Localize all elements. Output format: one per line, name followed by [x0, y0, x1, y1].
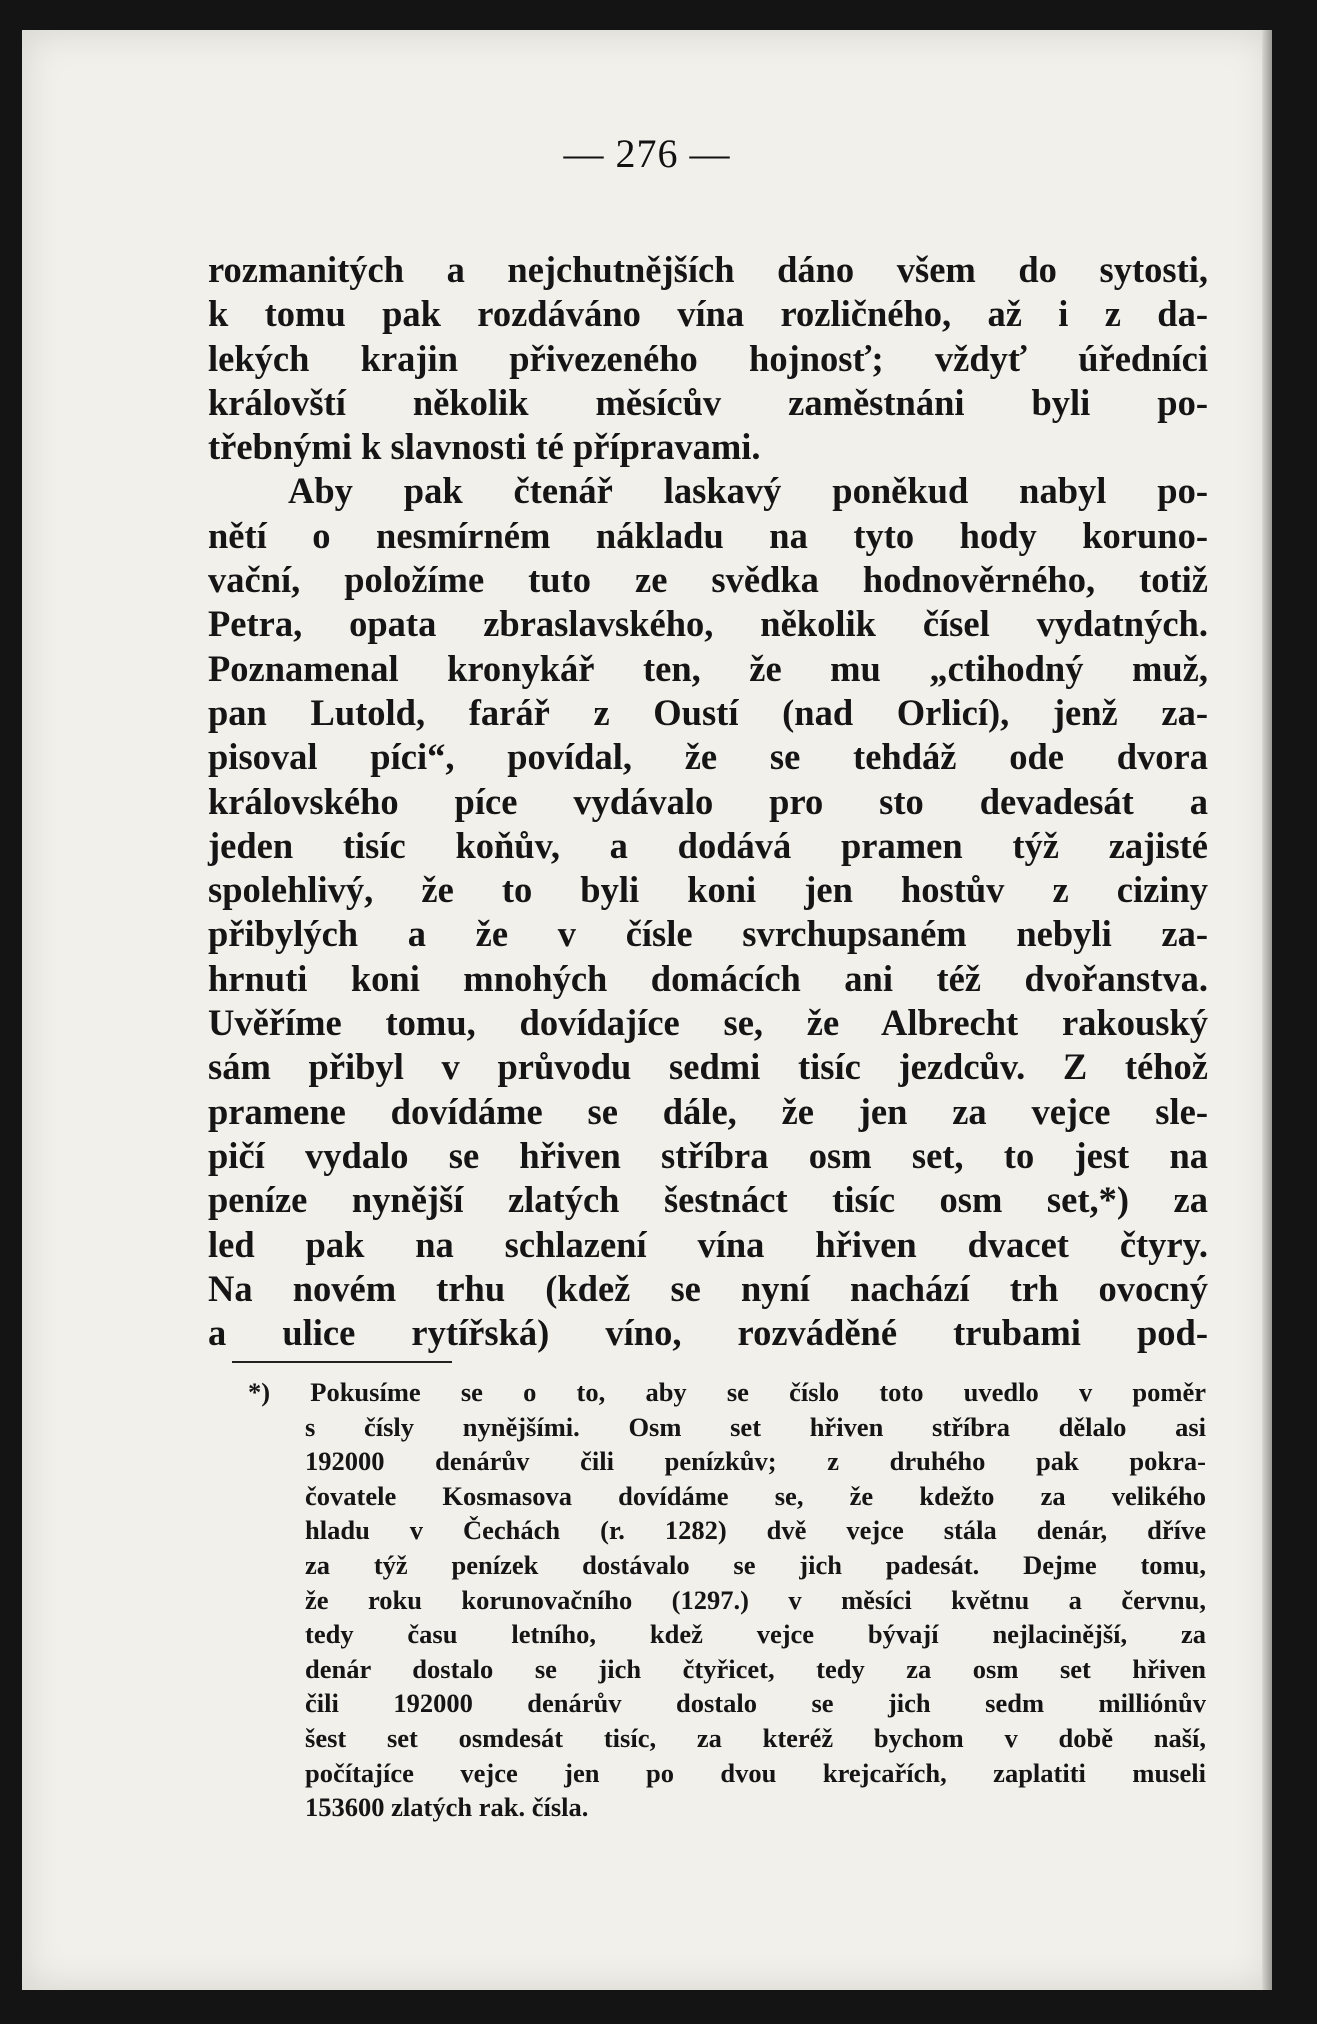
text-line: Aby pak čtenář laskavý poněkud nabyl po-: [288, 470, 1208, 512]
text-line: Na novém trhu (kdež se nyní nachází trh ovocný: [208, 1267, 1208, 1309]
footnote-line: čili 192000 denárův dostalo se jich sedm milliónův: [305, 1688, 1206, 1719]
text-line: jeden tisíc koňův, a dodává pramen týž zajisté: [208, 824, 1208, 866]
footnote-line: čovatele Kosmasova dovídáme se, že kdežto za velikého: [305, 1480, 1206, 1511]
footnote-line: za týž penízek dostávalo se jich padesát. Dejme tomu,: [305, 1549, 1206, 1580]
text-line: vační, položíme tuto ze svědka hodnověrného, totiž: [208, 559, 1208, 601]
footnote-line: *) Pokusíme se o to, aby se číslo toto uvedlo v poměr: [248, 1377, 1206, 1407]
text-line: peníze nynější zlatých šestnáct tisíc osm set,*) za: [208, 1179, 1208, 1221]
footnote-line: 192000 denárův čili penízkův; z druhého pak pokra-: [305, 1446, 1206, 1477]
text-line: pramene dovídáme se dále, že jen za vejce sle-: [208, 1090, 1208, 1132]
text-line: hrnuti koni mnohých domácích ani též dvořanstva.: [208, 957, 1208, 999]
text-line: Uvěříme tomu, dovídajíce se, že Albrecht rakouský: [208, 1002, 1208, 1044]
text-line: pičí vydalo se hřiven stříbra osm set, to jest na: [208, 1134, 1208, 1176]
footnote: [248, 1375, 1206, 1825]
text-line: led pak na schlazení vína hřiven dvacet čtyry.: [208, 1223, 1208, 1265]
book-page: [22, 30, 1272, 1990]
text-line: Petra, opata zbraslavského, několik čísel vydatných.: [208, 603, 1208, 645]
text-line: spolehlivý, že to byli koni jen hostův z ciziny: [208, 869, 1208, 911]
footnote-line: počítajíce vejce jen po dvou krejcařích, zaplatiti museli: [305, 1757, 1206, 1788]
text-line: nětí o nesmírném nákladu na tyto hody koruno-: [208, 514, 1208, 556]
footnote-line: že roku korunovačního (1297.) v měsíci květnu a červnu,: [305, 1584, 1206, 1615]
text-line: královského píce vydávalo pro sto devadesát a: [208, 780, 1208, 822]
footnote-divider: [232, 1361, 452, 1363]
text-line: přibylých a že v čísle svrchupsaném nebyli za-: [208, 913, 1208, 955]
text-line: královští několik měsícův zaměstnáni byli po-: [208, 381, 1208, 423]
footnote-line: denár dostalo se jich čtyřicet, tedy za osm set hřiven: [305, 1653, 1206, 1684]
body-text: [208, 248, 1208, 1355]
page-edge: [1262, 30, 1272, 1990]
text-line: sám přibyl v průvodu sedmi tisíc jezdcův. Z téhož: [208, 1046, 1208, 1088]
footnote-line: šest set osmdesát tisíc, za kteréž bychom v době naší,: [305, 1722, 1206, 1753]
text-line: lekých krajin přivezeného hojnosť; vždyť úředníci: [208, 337, 1208, 379]
text-line: pan Lutold, farář z Oustí (nad Orlicí), jenž za-: [208, 691, 1208, 733]
text-line: pisoval píci“, povídal, že se tehdáž ode dvora: [208, 736, 1208, 778]
footnote-line: hladu v Čechách (r. 1282) dvě vejce stála denár, dříve: [305, 1515, 1206, 1546]
text-line: a ulice rytířská) víno, rozváděné trubami pod-: [208, 1312, 1208, 1354]
footnote-line: 153600 zlatých rak. čísla.: [305, 1792, 589, 1823]
footnote-line: tedy času letního, kdež vejce bývají nejlacinější, za: [305, 1619, 1206, 1650]
text-line: třebnými k slavnosti té přípravami.: [208, 426, 761, 468]
text-line: Poznamenal kronykář ten, že mu „ctihodný muž,: [208, 647, 1208, 689]
page-number: — 276 —: [563, 131, 731, 176]
footnote-line: s čísly nynějšími. Osm set hřiven stříbra dělalo asi: [305, 1411, 1206, 1442]
text-line: rozmanitých a nejchutnějších dáno všem do sytosti,: [208, 249, 1208, 290]
text-line: k tomu pak rozdáváno vína rozličného, až i z da-: [208, 293, 1208, 335]
